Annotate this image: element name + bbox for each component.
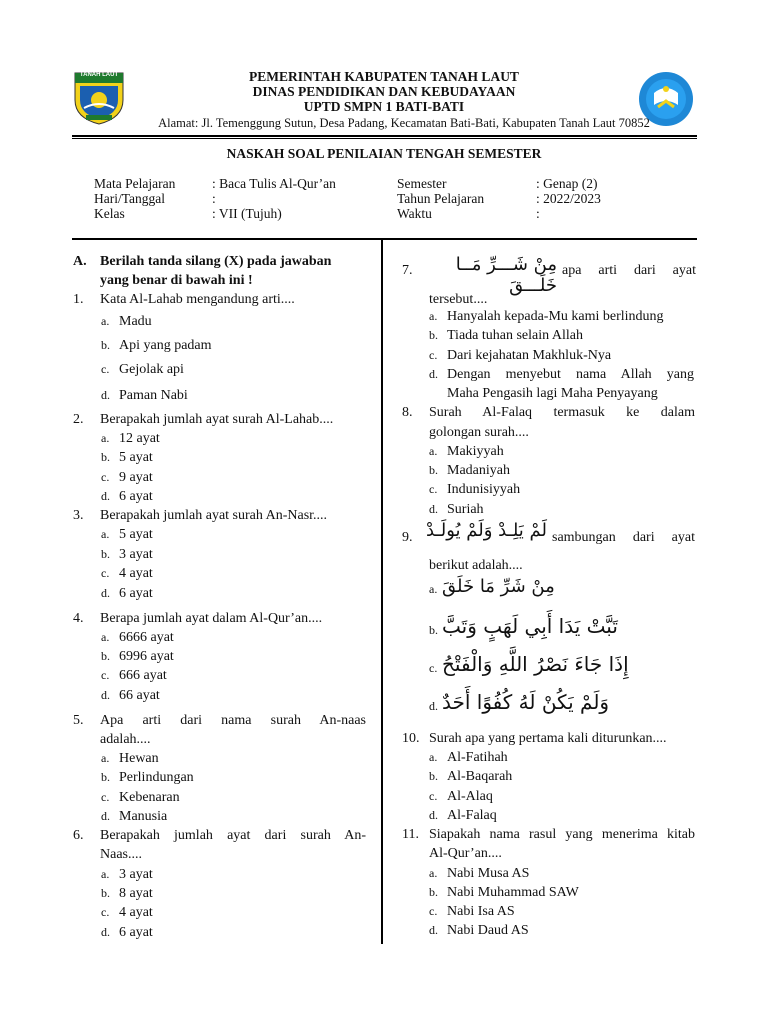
meta-kelas-value: : VII (Tujuh): [212, 206, 282, 221]
meta-mapel-label: Mata Pelajaran: [94, 176, 176, 191]
q10-text: Surah apa yang pertama kali diturunkan....: [429, 731, 667, 746]
q7-arabic-verse: مِنْ شَـــرِّ مَــا خَلَـــقَ: [455, 254, 557, 296]
header-line-2: DINAS PENDIDIKAN DAN KEBUDAYAAN: [252, 84, 516, 99]
meta-semester-value: : Genap (2): [536, 176, 598, 191]
header-divider-thick: [72, 135, 697, 137]
q10-option-a[interactable]: a. Al-Fatihah: [429, 750, 508, 765]
q2-option-c[interactable]: c. 9 ayat: [101, 470, 153, 485]
q8-option-a[interactable]: a. Makiyyah: [429, 444, 504, 459]
q3-number: 3.: [73, 508, 84, 523]
q9-option-a-letter: a.: [429, 582, 438, 596]
q5-option-a[interactable]: a. Hewan: [101, 751, 159, 766]
q6-text-line1: Berapakah jumlah ayat dari surah An-: [100, 828, 366, 843]
q2-option-b[interactable]: b. 5 ayat: [101, 450, 153, 465]
q3-option-c[interactable]: c. 4 ayat: [101, 566, 153, 581]
q1-option-d[interactable]: d. Paman Nabi: [101, 388, 188, 403]
q7-option-d-line2: Maha Pengasih lagi Maha Penyayang: [447, 386, 658, 401]
q9-number: 9.: [402, 530, 413, 545]
meta-hari-value: :: [212, 191, 216, 206]
header-line-3: UPTD SMPN 1 BATI-BATI: [303, 99, 465, 114]
q6-option-d[interactable]: d. 6 ayat: [101, 925, 153, 940]
meta-tahun-label: Tahun Pelajaran: [397, 191, 485, 206]
q4-option-c[interactable]: c. 666 ayat: [101, 668, 167, 683]
q10-option-b[interactable]: b. Al-Baqarah: [429, 769, 513, 784]
q11-text-line1: Siapakah nama rasul yang menerima kitab: [429, 827, 695, 842]
q5-text-line1: Apa arti dari nama surah An-naas: [100, 713, 366, 728]
q7-number: 7.: [402, 263, 413, 278]
q9-option-b[interactable]: تَبَّتْ يَدَا أَبِي لَهَبٍ وَتَبَّ: [442, 614, 618, 638]
meta-semester-label: Semester: [397, 176, 447, 191]
q2-number: 2.: [73, 412, 84, 427]
q3-option-a[interactable]: a. 5 ayat: [101, 527, 153, 542]
section-letter: A.: [73, 254, 87, 269]
header-address: Alamat: Jl. Temenggung Sutun, Desa Padang, Kecamatan Bati-Bati, Kabupaten Tanah Laut 70852: [158, 116, 650, 130]
q3-option-b[interactable]: b. 3 ayat: [101, 547, 153, 562]
q3-option-d[interactable]: d. 6 ayat: [101, 586, 153, 601]
q5-option-c[interactable]: c. Kebenaran: [101, 790, 180, 805]
q6-text-line2: Naas....: [100, 847, 142, 862]
meta-hari-label: Hari/Tanggal: [94, 191, 166, 206]
q11-number: 11.: [402, 827, 419, 842]
header-divider-thin: [72, 138, 697, 139]
q4-number: 4.: [73, 611, 84, 626]
q8-number: 8.: [402, 405, 413, 420]
q8-option-d[interactable]: d. Suriah: [429, 502, 484, 517]
meta-waktu-value: :: [536, 206, 540, 221]
q7-option-a[interactable]: a. Hanyalah kepada-Mu kami berlindung: [429, 309, 664, 324]
q5-number: 5.: [73, 713, 84, 728]
q8-text-line2: golongan surah....: [429, 425, 529, 440]
q3-text: Berapakah jumlah ayat surah An-Nasr....: [100, 508, 328, 523]
q8-option-b[interactable]: b. Madaniyah: [429, 463, 510, 478]
q1-text: Kata Al-Lahab mengandung arti....: [100, 292, 295, 307]
header-line-1: PEMERINTAH KABUPATEN TANAH LAUT: [249, 69, 519, 84]
q7-option-c[interactable]: c. Dari kejahatan Makhluk-Nya: [429, 348, 612, 363]
q1-option-c[interactable]: c. Gejolak api: [101, 362, 184, 377]
q6-number: 6.: [73, 828, 84, 843]
q10-option-c[interactable]: c. Al-Alaq: [429, 789, 493, 804]
q9-arabic-verse: لَمْ يَلِـدْ وَلَمْ يُولَـدْ: [426, 520, 547, 541]
q2-option-a[interactable]: a. 12 ayat: [101, 431, 160, 446]
q10-option-d[interactable]: d. Al-Falaq: [429, 808, 497, 823]
meta-mapel-value: : Baca Tulis Al-Qur’an: [212, 176, 336, 191]
meta-kelas-label: Kelas: [94, 206, 125, 221]
q11-option-a[interactable]: a. Nabi Musa AS: [429, 866, 530, 881]
meta-waktu-label: Waktu: [397, 206, 432, 221]
q9-option-a[interactable]: مِنْ شَرِّ مَا خَلَقَ: [442, 576, 555, 597]
q7-text-line2: tersebut....: [429, 292, 488, 307]
q11-option-c[interactable]: c. Nabi Isa AS: [429, 904, 515, 919]
q9-text-line1: sambungan dari ayat: [552, 530, 695, 545]
q5-option-d[interactable]: d. Manusia: [101, 809, 168, 824]
q7-option-d[interactable]: d. Dengan menyebut nama Allah yang: [429, 367, 694, 382]
q4-option-a[interactable]: a. 6666 ayat: [101, 630, 174, 645]
q9-option-b-letter: b.: [429, 623, 438, 637]
q6-option-c[interactable]: c. 4 ayat: [101, 905, 153, 920]
regency-logo-text: TANAH LAUT: [79, 72, 119, 78]
q8-option-c[interactable]: c. Indunisiyyah: [429, 482, 521, 497]
q4-option-b[interactable]: b. 6996 ayat: [101, 649, 174, 664]
meta-tahun-value: : 2022/2023: [536, 191, 601, 206]
q4-option-d[interactable]: d. 66 ayat: [101, 688, 160, 703]
q7-option-b[interactable]: b. Tiada tuhan selain Allah: [429, 328, 583, 343]
q1-option-a[interactable]: a. Madu: [101, 314, 152, 329]
section-instruction-l2: yang benar di bawah ini !: [100, 273, 253, 288]
column-divider: [381, 239, 383, 944]
q5-text-line2: adalah....: [100, 732, 151, 747]
q11-option-b[interactable]: b. Nabi Muhammad SAW: [429, 885, 579, 900]
section-instruction-l1: Berilah tanda silang (X) pada jawaban: [100, 254, 332, 269]
q9-option-c[interactable]: إِذَا جَاءَ نَصْرُ اللَّهِ وَالْفَتْحُ: [442, 652, 629, 676]
meta-divider: [72, 238, 697, 240]
q6-option-a[interactable]: a. 3 ayat: [101, 867, 153, 882]
q7-text-line1: apa arti dari ayat: [562, 263, 696, 278]
q4-text: Berapa jumlah ayat dalam Al-Qur’an....: [100, 611, 323, 626]
q8-text-line1: Surah Al-Falaq termasuk ke dalam: [429, 405, 695, 420]
exam-title: NASKAH SOAL PENILAIAN TENGAH SEMESTER: [226, 146, 542, 161]
q9-text-line2: berikut adalah....: [429, 558, 523, 573]
q11-text-line2: Al-Qur’an....: [429, 846, 502, 861]
q1-number: 1.: [73, 292, 84, 307]
q10-number: 10.: [402, 731, 420, 746]
q9-option-c-letter: c.: [429, 661, 438, 675]
q1-option-b[interactable]: b. Api yang padam: [101, 338, 212, 353]
q6-option-b[interactable]: b. 8 ayat: [101, 886, 153, 901]
q2-text: Berapakah jumlah ayat surah Al-Lahab....: [100, 412, 334, 427]
q2-option-d[interactable]: d. 6 ayat: [101, 489, 153, 504]
q11-option-d[interactable]: d. Nabi Daud AS: [429, 923, 529, 938]
q5-option-b[interactable]: b. Perlindungan: [101, 770, 194, 785]
q9-option-d-letter: d.: [429, 699, 438, 713]
q9-option-d[interactable]: وَلَمْ يَكُنْ لَهُ كُفُوًا أَحَدٌ: [442, 690, 610, 714]
